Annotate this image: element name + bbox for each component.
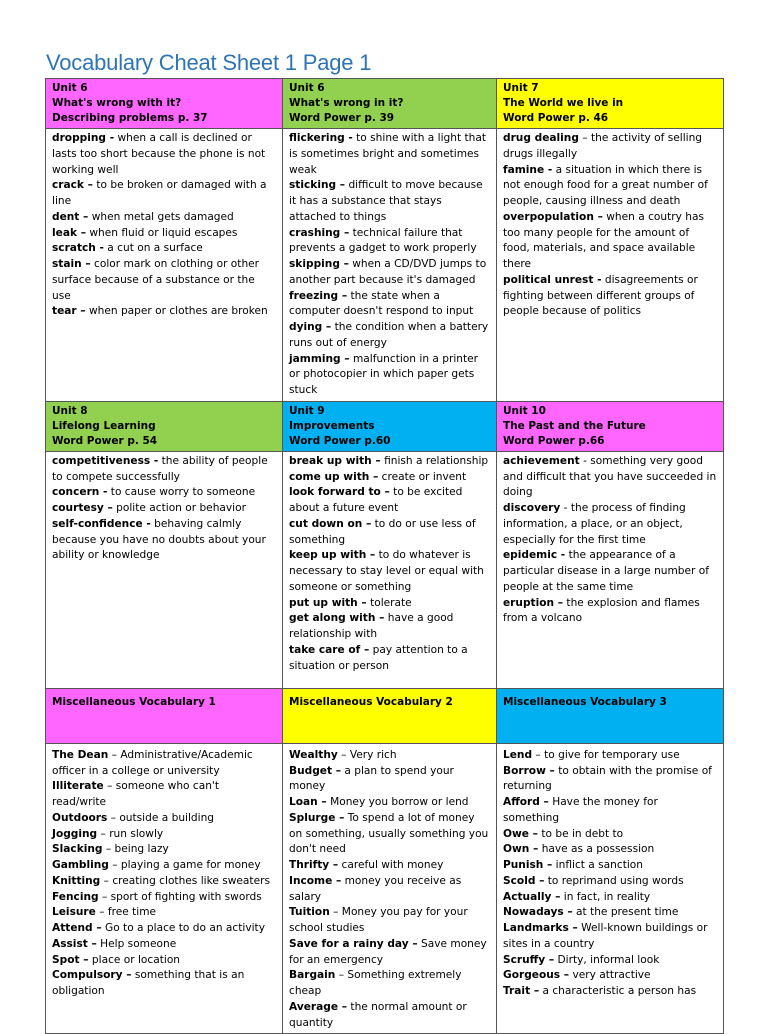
unit-header-line: Unit 9 (289, 404, 325, 417)
vocabulary-definition: difficult to move because it has a substance that stays attached to things (289, 179, 483, 223)
vocabulary-entry (503, 842, 717, 858)
vocabulary-definition: a cut on a surface (103, 242, 203, 255)
vocabulary-definition: to be excited about a future event (289, 486, 463, 514)
vocabulary-entry (289, 858, 490, 874)
vocabulary-entry (503, 921, 717, 953)
vocabulary-term: concern - (52, 486, 108, 499)
vocabulary-term: Spot – (52, 953, 89, 966)
vocabulary-definition: To spend a lot of money on something, usually something you don't need (289, 811, 489, 856)
vocabulary-term: freezing – (289, 289, 348, 302)
vocabulary-entry (503, 454, 717, 501)
vocabulary-entry (289, 454, 490, 470)
unit-header-line: Word Power p. 46 (503, 112, 609, 124)
vocabulary-term: Splurge – (289, 811, 345, 824)
unit-header-line: Word Power p.66 (503, 434, 605, 447)
unit-header-line: Unit 10 (503, 404, 546, 417)
vocabulary-definition: behaving calmly because you have no doubts about your ability or knowledge (52, 517, 266, 562)
unit-header (497, 79, 724, 129)
vocabulary-definition: pay attention to a situation or person (289, 643, 468, 672)
vocabulary-definition: when metal gets damaged (88, 210, 234, 223)
vocabulary-term: leak – (52, 226, 86, 239)
vocabulary-entry (503, 748, 717, 764)
vocabulary-entry (52, 874, 276, 890)
vocabulary-definition: in fact, in reality (560, 890, 651, 903)
unit-header-line: Unit 7 (503, 82, 539, 94)
vocabulary-entry (52, 485, 276, 501)
vocabulary-term: Owe – (503, 827, 538, 840)
vocabulary-entry (503, 764, 717, 796)
vocabulary-entry (503, 968, 717, 984)
vocabulary-definition: malfunction in a printer or photocopier in which paper gets stuck (289, 352, 479, 396)
vocabulary-definition: inflict a sanction (552, 859, 644, 871)
vocabulary-entry (52, 968, 276, 1000)
vocabulary-term: Nowadays – (503, 906, 573, 919)
vocabulary-definition: the appearance of a particular disease in a large number of people at the same time (503, 549, 709, 593)
vocabulary-definition: – someone who can't read/write (52, 780, 219, 808)
vocabulary-definition: – sport of fighting with swords (98, 890, 262, 903)
vocabulary-term: Tuition (289, 906, 330, 919)
vocabulary-list (46, 129, 283, 402)
vocabulary-definition: tolerate (366, 596, 412, 609)
vocabulary-term: tear – (52, 305, 86, 318)
vocabulary-term: Save for a rainy day – (289, 937, 418, 950)
vocabulary-term: Assist – (52, 937, 97, 950)
entries-row (46, 451, 724, 688)
vocabulary-definition: careful with money (338, 859, 444, 871)
vocabulary-table (45, 78, 724, 1034)
vocabulary-term: The Dean (52, 748, 109, 761)
vocabulary-term: discovery (503, 502, 561, 514)
vocabulary-definition: to obtain with the promise of returning (503, 764, 712, 793)
vocabulary-term: Budget – (289, 764, 342, 777)
vocabulary-definition: Go to a place to do an activity (101, 922, 265, 934)
vocabulary-term: Borrow – (503, 764, 555, 777)
vocabulary-list (283, 451, 497, 688)
vocabulary-definition: a plan to spend your money (289, 764, 454, 793)
vocabulary-definition: – Administrative/Academic officer in a college or university (52, 748, 253, 777)
vocabulary-term: Knitting (52, 874, 101, 887)
vocabulary-term: dying – (289, 321, 332, 333)
vocabulary-entry (52, 178, 276, 210)
unit-header-line: Unit 8 (52, 404, 88, 417)
vocabulary-definition: have a good relationship with (289, 612, 454, 640)
vocabulary-term: achievement (503, 454, 580, 467)
vocabulary-definition: – Something extremely cheap (289, 969, 462, 997)
vocabulary-definition: finish a relationship (380, 454, 489, 467)
vocabulary-entry (503, 210, 717, 273)
vocabulary-definition: to shine with a light that is sometimes bright and sometimes weak (289, 132, 486, 176)
unit-header-line: Miscellaneous Vocabulary 1 (52, 695, 216, 708)
vocabulary-term: flickering - (289, 132, 353, 144)
vocabulary-definition: the ability of people to compete successfully (52, 454, 268, 483)
vocabulary-term: look forward to – (289, 486, 390, 499)
vocabulary-term: Attend – (52, 922, 102, 934)
vocabulary-entry (289, 905, 490, 937)
unit-header-line: Miscellaneous Vocabulary 3 (503, 695, 667, 708)
vocabulary-definition: a characteristic a person has (539, 985, 697, 997)
unit-header (497, 401, 724, 451)
unit-header (283, 688, 497, 743)
vocabulary-term: cut down on – (289, 517, 372, 530)
vocabulary-entry (289, 352, 490, 399)
vocabulary-definition: – to give for temporary use (532, 748, 680, 761)
vocabulary-entry (503, 905, 717, 921)
vocabulary-term: political unrest - (503, 273, 602, 286)
vocabulary-entry (289, 320, 490, 352)
header-row (46, 688, 724, 743)
vocabulary-list (497, 743, 724, 1034)
vocabulary-term: Illiterate (52, 780, 104, 793)
vocabulary-term: courtesy – (52, 502, 113, 514)
vocabulary-entry (503, 131, 717, 163)
unit-header (283, 401, 497, 451)
vocabulary-definition: – Very rich (337, 748, 397, 761)
vocabulary-entry (52, 937, 276, 953)
vocabulary-entry (52, 921, 276, 937)
vocabulary-entry (52, 226, 276, 242)
vocabulary-term: Own – (503, 843, 539, 856)
vocabulary-term: Gambling (52, 859, 109, 871)
vocabulary-entry (503, 596, 717, 628)
vocabulary-list (46, 743, 283, 1034)
vocabulary-definition: Money you borrow or lend (326, 796, 469, 808)
unit-header-line: Unit 6 (52, 82, 88, 94)
vocabulary-entry (52, 827, 276, 843)
vocabulary-term: crack – (52, 179, 93, 192)
header-row (46, 79, 724, 129)
vocabulary-definition: - the process of finding information, a place, or an object, especially for the first time (503, 502, 686, 546)
vocabulary-definition: Help someone (96, 937, 177, 950)
vocabulary-definition: to do whatever is necessary to stay level or equal with someone or something (289, 549, 484, 593)
vocabulary-definition: – outside a building (107, 811, 215, 824)
vocabulary-term: Leisure (52, 906, 96, 919)
unit-header-line: What's wrong with it? (52, 97, 182, 109)
vocabulary-definition: Dirty, informal look (554, 953, 660, 966)
vocabulary-definition: – free time (95, 906, 157, 919)
vocabulary-entry (289, 517, 490, 549)
vocabulary-definition: the condition when a battery runs out of energy (289, 321, 489, 349)
vocabulary-term: crashing – (289, 226, 350, 239)
vocabulary-definition: – creating clothes like sweaters (100, 874, 270, 887)
unit-header-line: Miscellaneous Vocabulary 2 (289, 695, 453, 708)
unit-header-line: The World we live in (503, 97, 624, 109)
vocabulary-term: eruption – (503, 596, 564, 609)
vocabulary-definition: to do or use less of something (289, 517, 476, 546)
vocabulary-definition: when a coutry has too many people for the amount of food, materials, and space available there (503, 210, 704, 270)
vocabulary-term: Bargain (289, 969, 336, 982)
vocabulary-definition: when a call is declined or lasts too short because the phone is not working well (52, 132, 266, 176)
vocabulary-term: sticking – (289, 179, 346, 192)
unit-header (46, 79, 283, 129)
vocabulary-term: Slacking (52, 843, 103, 856)
vocabulary-entry (52, 858, 276, 874)
vocabulary-definition: to be in debt to (537, 827, 624, 840)
vocabulary-definition: disagreements or fighting between different groups of people because of politics (503, 273, 698, 318)
vocabulary-term: take care of – (289, 643, 370, 656)
vocabulary-definition: very attractive (569, 969, 651, 982)
vocabulary-definition: – playing a game for money (108, 859, 261, 871)
vocabulary-term: Trait – (503, 985, 540, 997)
vocabulary-entry (289, 643, 490, 675)
vocabulary-definition: create or invent (378, 470, 467, 483)
vocabulary-entry (289, 748, 490, 764)
vocabulary-entry (289, 548, 490, 595)
vocabulary-definition: have as a possession (538, 843, 655, 856)
vocabulary-term: Gorgeous – (503, 969, 570, 982)
vocabulary-definition: when a CD/DVD jumps to another part because it's damaged (289, 258, 487, 286)
vocabulary-term: Average – (289, 1000, 348, 1013)
vocabulary-entry (503, 501, 717, 548)
vocabulary-term: Compulsory – (52, 969, 132, 982)
vocabulary-entry (52, 811, 276, 827)
unit-header-line: Describing problems p. 37 (52, 112, 208, 124)
vocabulary-definition: to reprimand using words (544, 874, 684, 887)
vocabulary-entry (52, 890, 276, 906)
vocabulary-definition: place or location (88, 953, 181, 966)
vocabulary-term: keep up with – (289, 549, 376, 562)
unit-header-line: Lifelong Learning (52, 419, 156, 432)
vocabulary-term: dropping - (52, 132, 115, 144)
vocabulary-entry (52, 210, 276, 226)
vocabulary-entry (289, 289, 490, 321)
vocabulary-term: Thrifty – (289, 859, 339, 871)
vocabulary-definition: to be broken or damaged with a line (52, 179, 267, 207)
vocabulary-term: Jogging (52, 827, 98, 840)
vocabulary-term: Loan – (289, 796, 327, 808)
unit-header (46, 688, 283, 743)
vocabulary-entry (503, 163, 717, 210)
vocabulary-term: Punish – (503, 859, 553, 871)
vocabulary-definition: to cause worry to someone (107, 486, 256, 499)
vocabulary-term: overpopulation – (503, 210, 603, 223)
vocabulary-definition: when paper or clothes are broken (85, 305, 268, 318)
vocabulary-term: famine - (503, 163, 553, 176)
vocabulary-term: Scold – (503, 874, 545, 887)
vocabulary-entry (289, 178, 490, 225)
vocabulary-entry (52, 953, 276, 969)
vocabulary-entry (289, 874, 490, 906)
vocabulary-definition: money you receive as salary (289, 874, 462, 903)
vocabulary-entry (503, 795, 717, 827)
vocabulary-term: stain – (52, 258, 91, 270)
vocabulary-term: competitiveness - (52, 454, 159, 467)
unit-header-line: Word Power p. 39 (289, 112, 395, 124)
vocabulary-entry (503, 858, 717, 874)
vocabulary-entry (503, 548, 717, 595)
vocabulary-entry (52, 257, 276, 304)
vocabulary-entry (52, 241, 276, 257)
vocabulary-definition: technical failure that prevents a gadget to work properly (289, 226, 477, 255)
vocabulary-definition: Save money for an emergency (289, 937, 487, 966)
vocabulary-term: Afford – (503, 796, 549, 808)
vocabulary-term: drug dealing (503, 132, 579, 144)
vocabulary-entry (52, 905, 276, 921)
vocabulary-term: Actually – (503, 890, 561, 903)
vocabulary-entry (289, 257, 490, 289)
unit-header (283, 79, 497, 129)
vocabulary-term: Wealthy (289, 748, 338, 761)
vocabulary-entry (52, 517, 276, 564)
vocabulary-definition: the state when a computer doesn't respond to input (289, 289, 474, 318)
vocabulary-entry (52, 748, 276, 780)
unit-header-line: Unit 6 (289, 82, 325, 94)
vocabulary-definition: polite action or behavior (112, 502, 246, 514)
vocabulary-term: get along with – (289, 612, 385, 625)
vocabulary-term: Lend (503, 748, 533, 761)
vocabulary-entry (289, 611, 490, 643)
unit-header-line: What's wrong in it? (289, 97, 404, 109)
unit-header-line: The Past and the Future (503, 419, 646, 432)
vocabulary-entry (503, 273, 717, 320)
vocabulary-definition: the normal amount or quantity (289, 1000, 467, 1029)
vocabulary-definition: Have the money for something (503, 796, 658, 824)
vocabulary-entry (52, 501, 276, 517)
page-title: Vocabulary Cheat Sheet 1 Page 1 (46, 50, 372, 75)
vocabulary-definition: the explosion and flames from a volcano (503, 596, 700, 625)
vocabulary-list (497, 129, 724, 402)
vocabulary-definition: Well-known buildings or sites in a country (503, 922, 708, 950)
vocabulary-entry (289, 226, 490, 258)
vocabulary-definition: – run slowly (97, 827, 164, 840)
vocabulary-term: Outdoors (52, 811, 108, 824)
vocabulary-term: Fencing (52, 890, 99, 903)
vocabulary-entry (52, 131, 276, 178)
vocabulary-definition: when fluid or liquid escapes (86, 226, 238, 239)
vocabulary-entry (289, 811, 490, 858)
vocabulary-entry (503, 984, 717, 1000)
vocabulary-list (283, 743, 497, 1034)
vocabulary-entry (289, 470, 490, 486)
vocabulary-entry (503, 874, 717, 890)
vocabulary-entry (52, 842, 276, 858)
vocabulary-entry (503, 890, 717, 906)
vocabulary-entry (289, 485, 490, 517)
unit-header (497, 688, 724, 743)
vocabulary-definition: - something very good and difficult that you have succeeded in doing (503, 454, 717, 499)
vocabulary-entry (503, 827, 717, 843)
vocabulary-list (46, 451, 283, 688)
vocabulary-definition: at the present time (572, 906, 679, 919)
unit-header-line: Word Power p.60 (289, 434, 391, 447)
header-row (46, 401, 724, 451)
unit-header-line: Word Power p. 54 (52, 434, 158, 447)
vocabulary-entry (289, 596, 490, 612)
vocabulary-entry (289, 968, 490, 1000)
vocabulary-term: scratch - (52, 242, 104, 255)
vocabulary-entry (52, 304, 276, 320)
vocabulary-term: break up with – (289, 454, 381, 467)
vocabulary-definition: – the activity of selling drugs illegally (503, 132, 703, 160)
unit-header-line: Improvements (289, 419, 375, 432)
entries-row (46, 129, 724, 402)
vocabulary-term: Income – (289, 874, 342, 887)
vocabulary-term: put up with – (289, 596, 367, 609)
vocabulary-definition: – Money you pay for your school studies (289, 906, 468, 934)
vocabulary-term: self-confidence - (52, 517, 151, 530)
vocabulary-definition: – being lazy (102, 843, 169, 856)
vocabulary-definition: color mark on clothing or other surface because of a substance or the use (52, 258, 260, 302)
vocabulary-list (497, 451, 724, 688)
vocabulary-entry (289, 1000, 490, 1032)
vocabulary-entry (52, 454, 276, 486)
vocabulary-term: epidemic - (503, 549, 566, 562)
vocabulary-term: jamming – (289, 352, 350, 365)
vocabulary-term: Landmarks – (503, 922, 578, 934)
vocabulary-entry (289, 131, 490, 178)
vocabulary-term: dent – (52, 210, 89, 223)
vocabulary-list (283, 129, 497, 402)
vocabulary-entry (289, 937, 490, 969)
entries-row (46, 743, 724, 1034)
vocabulary-term: Scruffy – (503, 953, 555, 966)
unit-header (46, 401, 283, 451)
vocabulary-entry (289, 764, 490, 796)
vocabulary-definition: something that is an obligation (52, 969, 245, 997)
vocabulary-term: come up with – (289, 470, 379, 483)
vocabulary-entry (289, 795, 490, 811)
vocabulary-entry (503, 953, 717, 969)
vocabulary-definition: a situation in which there is not enough food for a great number of people, causing illness and death (503, 163, 708, 207)
vocabulary-term: skipping – (289, 258, 349, 270)
vocabulary-entry (52, 779, 276, 811)
